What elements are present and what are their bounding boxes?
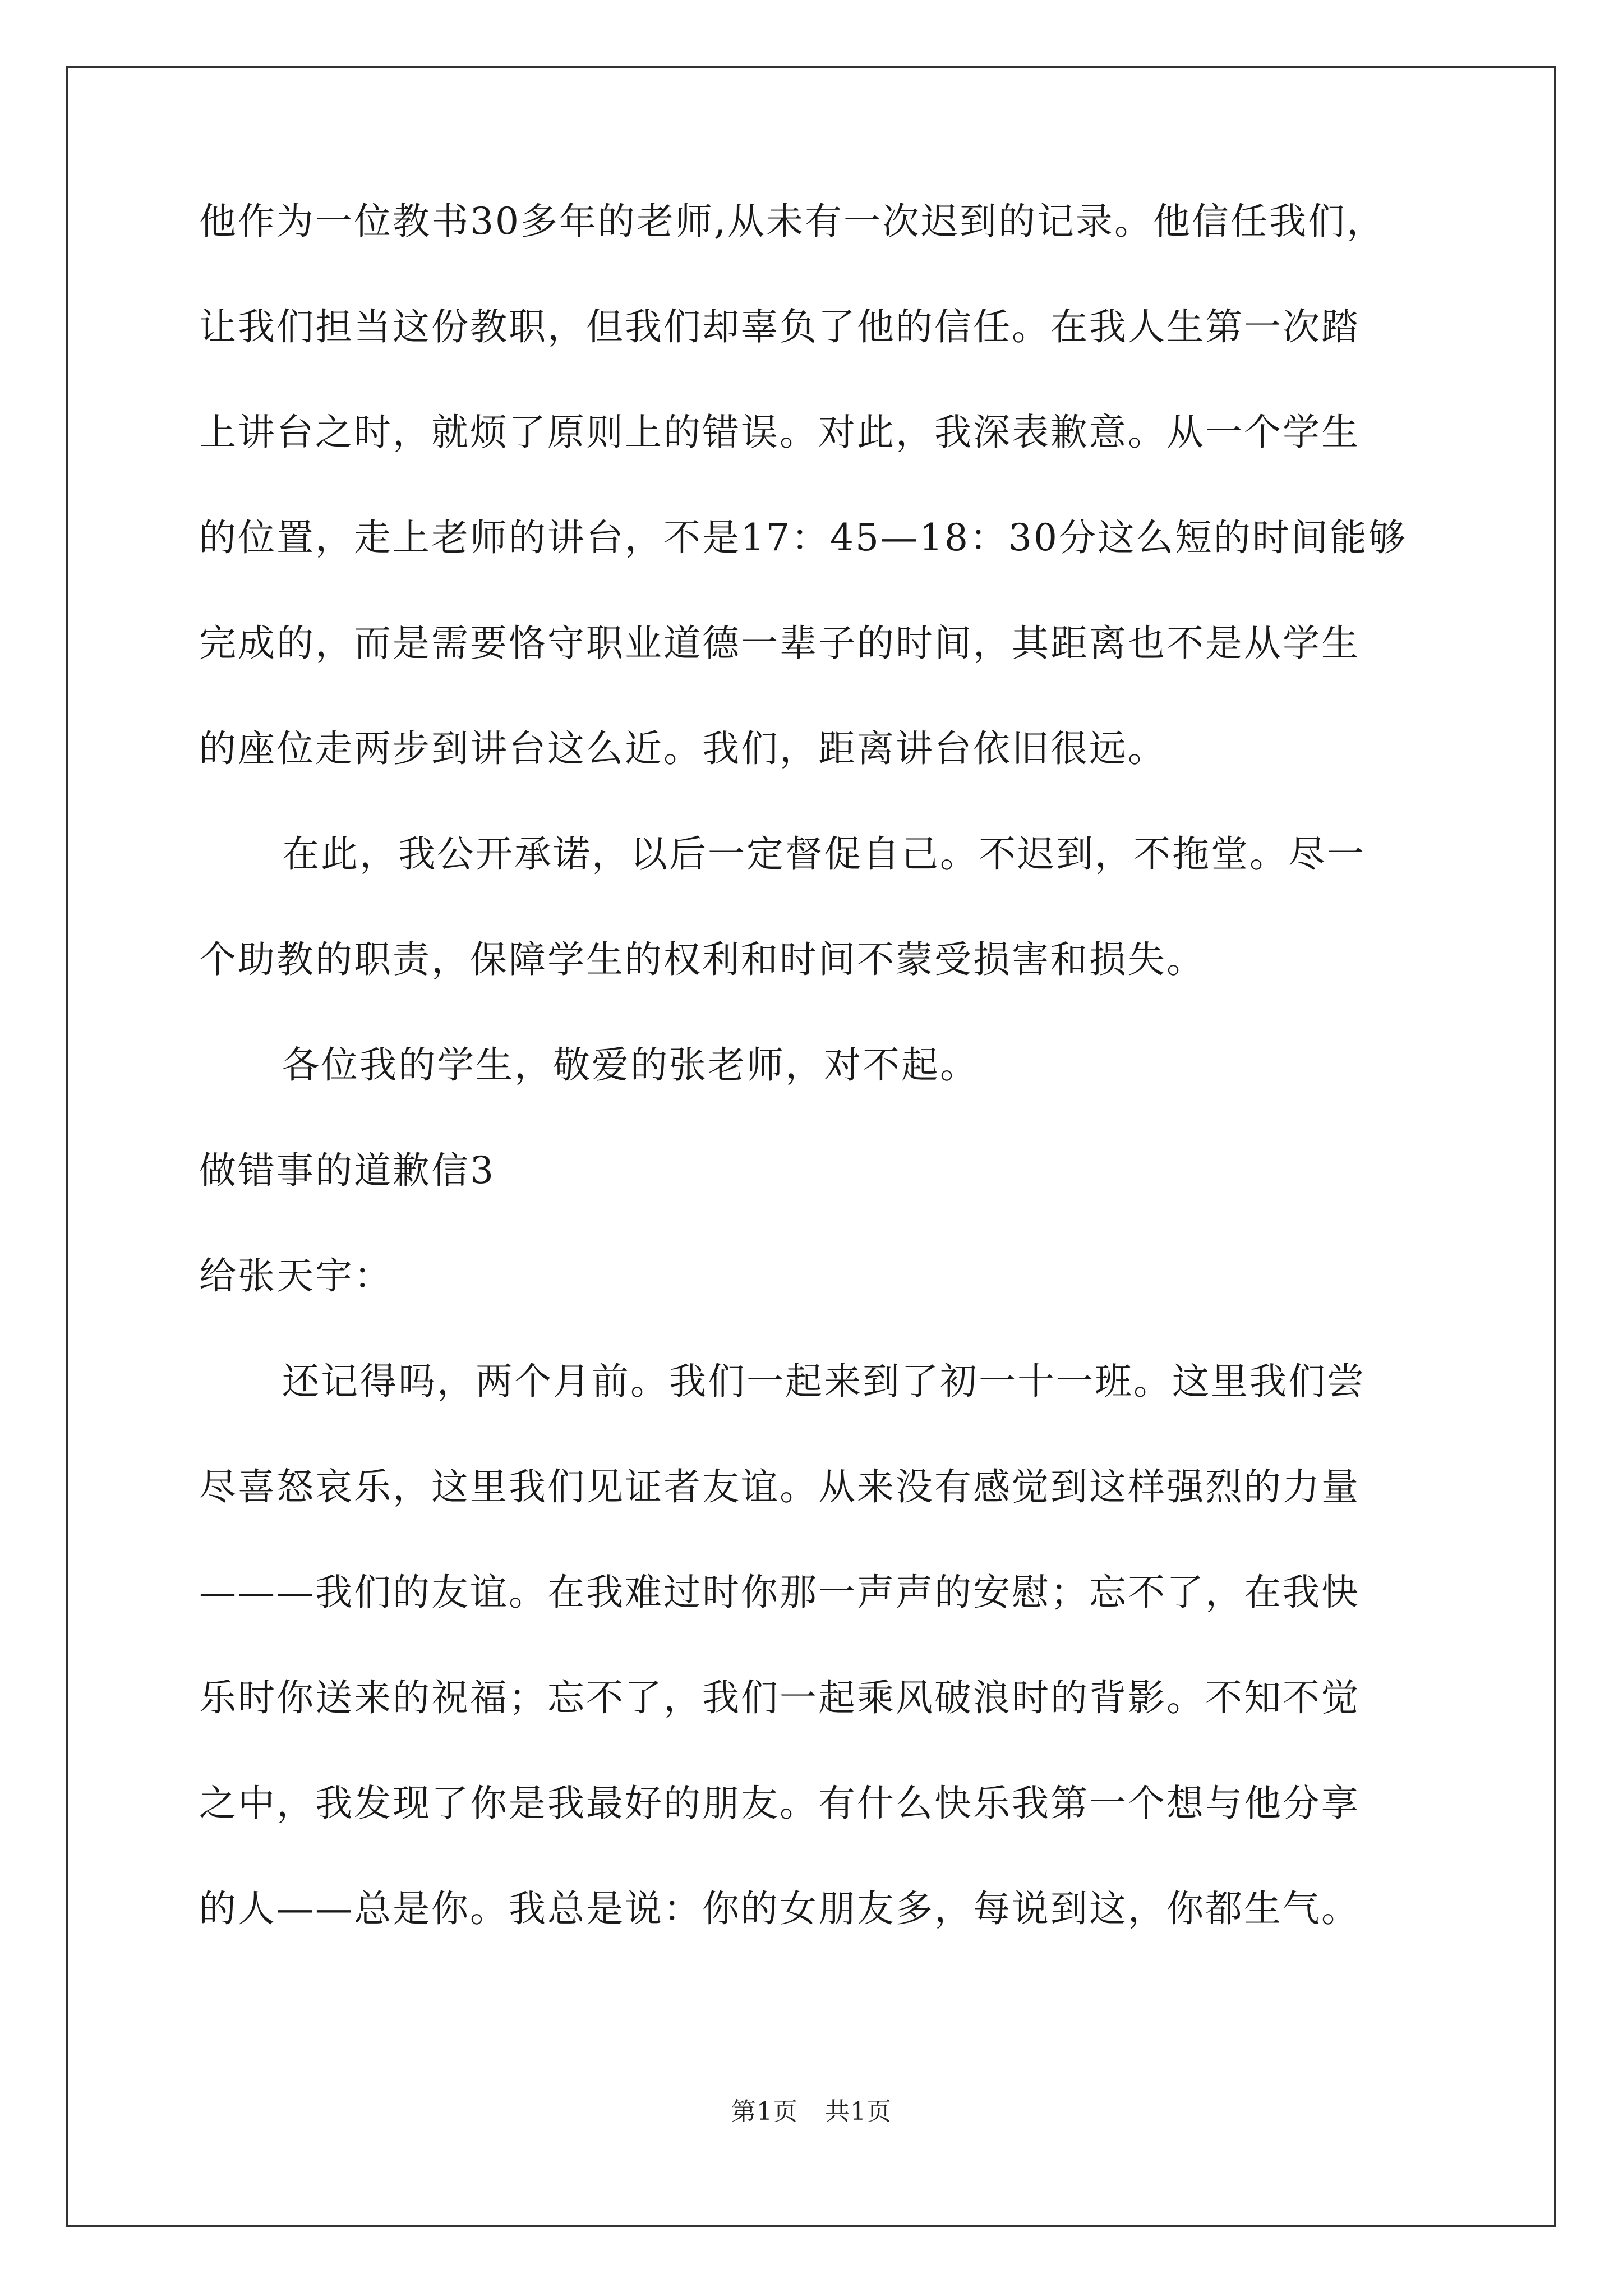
paragraph-start-line: 各位我的学生，敬爱的张老师，对不起。 — [282, 1043, 979, 1087]
page-number: 第1页 — [731, 2097, 798, 2126]
text-line: 的人——总是你。我总是说：你的女朋友多，每说到这，你都生气。 — [199, 1887, 1360, 1930]
page-total: 共1页 — [825, 2097, 892, 2126]
text-line: 之中，我发现了你是我最好的朋友。有什么快乐我第一个想与他分享 — [199, 1782, 1360, 1825]
text-line: 乐时你送来的祝福；忘不了，我们一起乘风破浪时的背影。不知不觉 — [199, 1676, 1360, 1719]
text-line: 尽喜怒哀乐，这里我们见证者友谊。从来没有感觉到这样强烈的力量 — [199, 1465, 1360, 1508]
text-line: 的位置，走上老师的讲台，不是17：45—18：30分这么短的时间能够 — [199, 516, 1407, 559]
paragraph-start-line: 在此，我公开承诺，以后一定督促自己。不迟到，不拖堂。尽一 — [282, 832, 1366, 876]
text-line: 的座位走两步到讲台这么近。我们，距离讲台依旧很远。 — [199, 727, 1166, 770]
text-line: ———我们的友谊。在我难过时你那一声声的安慰；忘不了，在我快 — [199, 1571, 1360, 1614]
salutation: 给张天宇： — [199, 1254, 393, 1297]
text-line: 完成的，而是需要恪守职业道德一辈子的时间，其距离也不是从学生 — [199, 622, 1360, 665]
paragraph-start-line: 还记得吗，两个月前。我们一起来到了初一十一班。这里我们尝 — [282, 1360, 1366, 1403]
page-footer — [0, 2091, 1623, 2127]
document-body — [199, 200, 1433, 1996]
text-line: 让我们担当这份教职，但我们却辜负了他的信任。在我人生第一次踏 — [199, 305, 1360, 348]
section-heading: 做错事的道歉信3 — [199, 1149, 495, 1192]
text-line: 上讲台之时，就烦了原则上的错误。对此，我深表歉意。从一个学生 — [199, 411, 1360, 454]
text-line: 他作为一位教书30多年的老师,从未有一次迟到的记录。他信任我们， — [199, 200, 1385, 243]
text-line: 个助教的职责，保障学生的权利和时间不蒙受损害和损失。 — [199, 938, 1205, 981]
